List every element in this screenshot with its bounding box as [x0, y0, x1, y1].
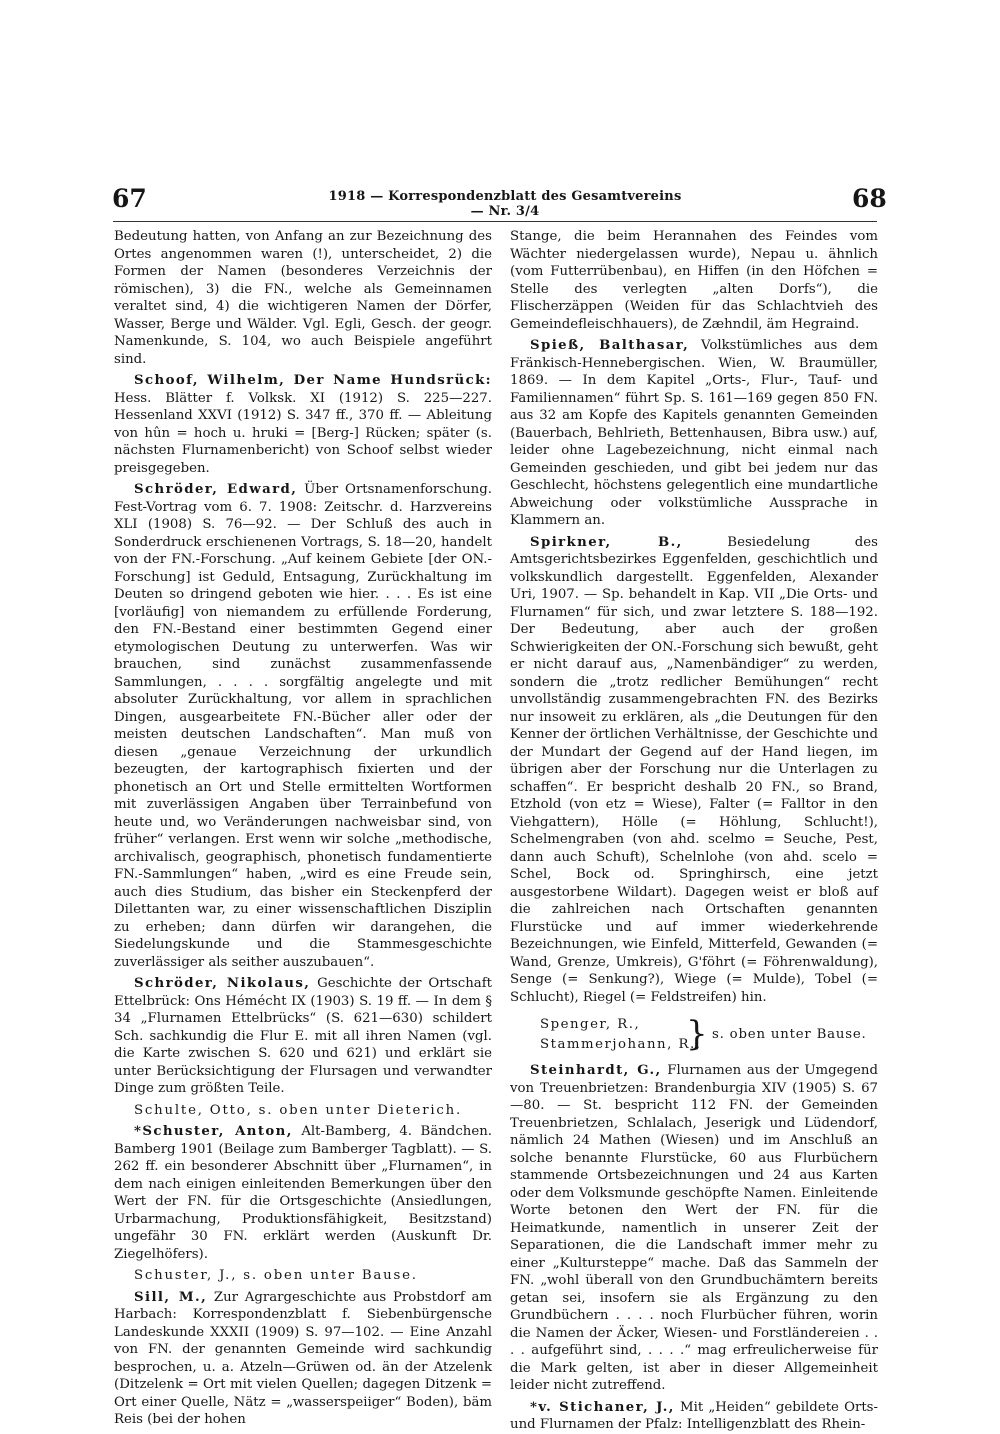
header-rule: [113, 221, 877, 222]
entry-heading: Schröder, Nikolaus,: [134, 976, 311, 991]
entry-schuster-j: Schuster, J., s. oben unter Bause.: [134, 1268, 418, 1283]
entry-sill: [114, 1289, 492, 1429]
entry-schroeder-edward: [114, 481, 492, 971]
entry-heading: Steinhardt, G.,: [530, 1063, 662, 1078]
entry-body: Über Ortsnamenforschung. Fest-Vortrag vom 6. 7. 1908: Zeitschr. d. Harzvereins XLI (1908) S. 76—92. — Der Schluß des auch in Sonderdruck erschienenen Vortrags, S. 18—20, handelt von der FN.-Forschung. „Auf keinem Gebiete [der ON.-Forschung] ist Geduld, Entsagung, Zurückhaltung im Deuten so dringend geboten wie hier. . . . Es ist eine [vorläufig] von niemandem zu erfüllende Forderung, den FN.-Bestand einer bestimmten Gegend einer etymologischen Deutung zu unterwerfen. Was wir brauchen, sind zunächst zusammenfassende Sammlungen, . . . . sorgfältig angelegte und mit absoluter Zurückhaltung, vor allem in sprachlichen Dingen, ausgearbeitete FN.-Bücher aller oder der meisten deutschen Landschaften“. Man muß von diesen „genaue Verzeichnung der urkundlich bezeugten, der kartographisch fixierten und der phonetisch an Ort und Stelle ermittelten Wortformen mit zuverlässigen Angaben über Terrainbefund von heute und, wo Veränderungen nachweisbar sind, von früher“ verlangen. Erst wenn wir solche „methodische, archivalisch, geographisch, phonetisch fundamentierte FN.-Sammlungen“ haben, „wird es eine Freude sein, auch dies Studium, das bisher ein Steckenpferd der Dilettanten war, zu einer wissenschaftlichen Disziplin zu erheben; dann dürfen wir darangehen, die Siedelungskunde und die Stammesgeschichte zuverlässiger als seither auszubauen“.: [114, 482, 492, 970]
right-column: [510, 228, 878, 1434]
entry-heading: *Schuster, Anton,: [134, 1124, 293, 1139]
brace-symbol: }: [686, 1014, 708, 1054]
ref-name-stammerjohann: Stammerjohann, R.,: [540, 1037, 702, 1052]
entry-schroeder-nikolaus: [114, 975, 492, 1098]
entry-body: Volkstümliches aus dem Fränkisch-Hennebergischen. Wien, W. Braumüller, 1869. — In dem Kapitel „Orts-, Flur-, Tauf- und Familiennamen“ führt Sp. S. 161—169 gegen 850 FN. aus 32 am Kopfe des Kapitels genannten Gemeinden (Bauerbach, Behlrieth, Bettenhausen, Bibra usw.) auf, leider ohne Lagebezeichnung, nicht einmal nach Gemeinden geschieden, und gibt bei jedem nur das Geschlecht, höchstens gelegentlich eine mundartliche Abweichung oder volkstümliche Aussprache in Klammern an.: [510, 338, 879, 528]
entry-schulte: Schulte, Otto, s. oben unter Dieterich.: [134, 1102, 463, 1118]
entry-heading: *v. Stichaner, J.,: [530, 1399, 675, 1415]
entry-heading: Spieß, Balthasar,: [530, 338, 690, 353]
entry-body: Flurnamen aus der Umgegend von Treuenbrietzen: Brandenburgia XIV (1905) S. 67—80. — St. bespricht 112 FN. der Gemeinden Treuenbrietzen, Schlalach, Jeserigk und Lüdendorf, nämlich 24 Mathen (Wiesen) und im Anschluß an solche benannte Flurstücke, 60 aus Flurbüchern stammende Ortsbezeichnungen und 24 aus Karten oder dem Volksmunde geschöpfte Namen. Einleitende Worte betonen den Wert der FN. für die Heimatkunde, namentlich in unserer Zeit der Separationen, die die Landschaft immer mehr zu einer „Kultursteppe“ mache. Daß das Sammeln der FN. „wohl überall von den Grundbuchämtern bereits getan sei, insofern sie als Ergänzung zu den Grundbüchern . . . . noch Flurbücher führen, worin die Namen der Äcker, Wiesen- und Forstländereien . . . . aufgeführt sind, . . . .“ mag erfreulicherweise für die Mark gelten, ist aber in dieser Allgemeinheit leider nicht zutreffend.: [510, 1063, 878, 1393]
page-number-right: 68: [852, 184, 887, 213]
cross-reference: [510, 1016, 878, 1056]
entry-body: Geschichte der Ortschaft Ettelbrück: Ons Hémécht IX (1903) S. 19 ff. — In dem § 34 „Flurnamen Ettelbrücks“ (S. 621—630) schildert Sch. sachkundig die Flur E. mit all ihren Namen (vgl. die Karte zwischen S. 620 und 621) und erklärt sie unter Berücksichtigung der Flursagen und verwandter Dinge zum größten Teile.: [114, 976, 492, 1096]
entry-body: Mit „Heiden“ gebildete Orts- und Flurnamen der Pfalz: Intelligenzblatt des Rhein-: [510, 1399, 878, 1432]
entry-body: Hess. Blätter f. Volksk. XI (1912) S. 225—227. Hessenland XXVI (1912) S. 347 ff., 370 ff. — Ableitung von hûn = hoch u. hruki = [Berg-] Rücken; später (s. nächsten Flurnamenbericht) von Schoof selbst wieder preisgegeben.: [114, 390, 492, 476]
entry-schuster-anton: [114, 1123, 492, 1263]
paragraph: Stange, die beim Herannahen des Feindes vom Wächter niedergelassen wurde), Nepau u. ähnlich (vom Futterrübenbau), en Hiffen (in den Höfchen = Stelle des verlegten „alten Dorfs“), die Flischerzäppen (Weiden für das Schlachtvieh des Gemeindefleischhauers), de Zæhndil, äm Hegraind.: [510, 229, 878, 332]
entry-spirkner: [510, 534, 878, 1007]
paragraph: Bedeutung hatten, von Anfang an zur Bezeichnung des Ortes angenommen waren (!), unterscheidet, 2) die Formen der Namen (besonderes Verzeichnis der römischen), 3) die FN., welche als Gemeinnamen veraltet sind, 4) die wichtigeren Namen der Dörfer, Wasser, Berge und Wälder. Vgl. Egli, Gesch. der geogr. Namenkunde, S. 104, wo auch Beispiele angeführt sind.: [114, 229, 492, 367]
entry-schoof: [114, 372, 492, 477]
left-column: [114, 228, 492, 1429]
entry-heading: Schröder, Edward,: [134, 482, 298, 497]
entry-spiess: [510, 337, 878, 530]
entry-heading: Spirkner, B.,: [530, 534, 683, 550]
entry-body: Besiedelung des Amtsgerichtsbezirkes Eggenfelden, geschichtlich und volkskundlich dargestellt. Eggenfelden, Alexander Uri, 1907. — Sp. behandelt in Kap. VII „Die Orts- und Flurnamen“ für sich, und zwar letztere S. 188—192. Der Bedeutung, aber auch der großen Schwierigkeiten der ON.-Forschung sich bewußt, geht er nicht darauf aus, „Namenbändiger“ zu werden, sondern die „trotz redlicher Bemühungen“ recht unvollständig zusammengebrachten FN. des Bezirks nur insoweit zu erklären, als „die Deutungen für den Kenner der örtlichen Verhältnisse, der Geschichte und der Mundart der Gegend auf der Hand liegen, im übrigen aber der Forschung nur die Unterlagen zu schaffen“. Er bespricht deshalb 20 FN., so Brand, Etzhold (von etz = Wiese), Falter (= Falltor in den Viehgattern), Hölle (= Höhlung, Schlucht!), Schelmengraben (von ahd. scelmo = Seuche, Pest, dann auch Schuft), Schelnlohe (von ahd. scelo = Schel, Bock od. Springhirsch, eine jetzt ausgestorbene Wildart). Dagegen weist er bloß auf die zahlreichen nach Ortschaften genannten Flurstücke und auf immer wiederkehrende Bezeichnungen, wie Einfeld, Mitterfeld, Gewanden (= Wand, Grenze, Umkreis), G'föhrt (= Föhrenwaldung), Senge (= Senkung?), Wiege (= Mulde), Tobel (= Schlucht), Riegel (= Feldstreifen) hin.: [510, 534, 878, 1005]
entry-heading: Schoof, Wilhelm, Der Name Hundsrück:: [134, 373, 492, 388]
entry-stichaner: [510, 1399, 878, 1434]
running-header: 1918 — Korrespondenzblatt des Gesamtvereins — Nr. 3/4: [328, 189, 682, 219]
entry-body: Zur Agrargeschichte aus Probstdorf am Harbach: Korrespondenzblatt f. Siebenbürgensche Landeskunde XXXII (1909) S. 97—102. — Eine Anzahl von FN. der genannten Gemeinde wird sachkundig besprochen, u. a. Atzeln—Grüwen od. än der Atzelenk (Ditzelenk = Ort mit vielen Quellen; dagegen Ditzenk = Ort einer Quelle, Nätz = „wasserspeiiger“ Boden), bäm Reis (bei der hohen: [114, 1289, 493, 1427]
ref-name-spenger: Spenger, R.,: [540, 1017, 641, 1032]
entry-body: Alt-Bamberg, 4. Bändchen. Bamberg 1901 (Beilage zum Bamberger Tagblatt). — S. 262 ff. ein besonderer Abschnitt über „Flurnamen“, in dem nach einigen einleitenden Bemerkungen über den Wert der FN. für die Ortsgeschichte (Ansiedlungen, Urbarmachung, Produktionsfähigkeit, Besitzstand) ungefähr 30 FN. erklärt werden (Auskunft Dr. Ziegelhöfers).: [114, 1124, 492, 1262]
entry-heading: Sill, M.,: [134, 1289, 208, 1305]
page-number-left: 67: [112, 184, 147, 213]
entry-steinhardt: [510, 1062, 878, 1395]
ref-target: s. oben unter Bause.: [712, 1027, 867, 1042]
